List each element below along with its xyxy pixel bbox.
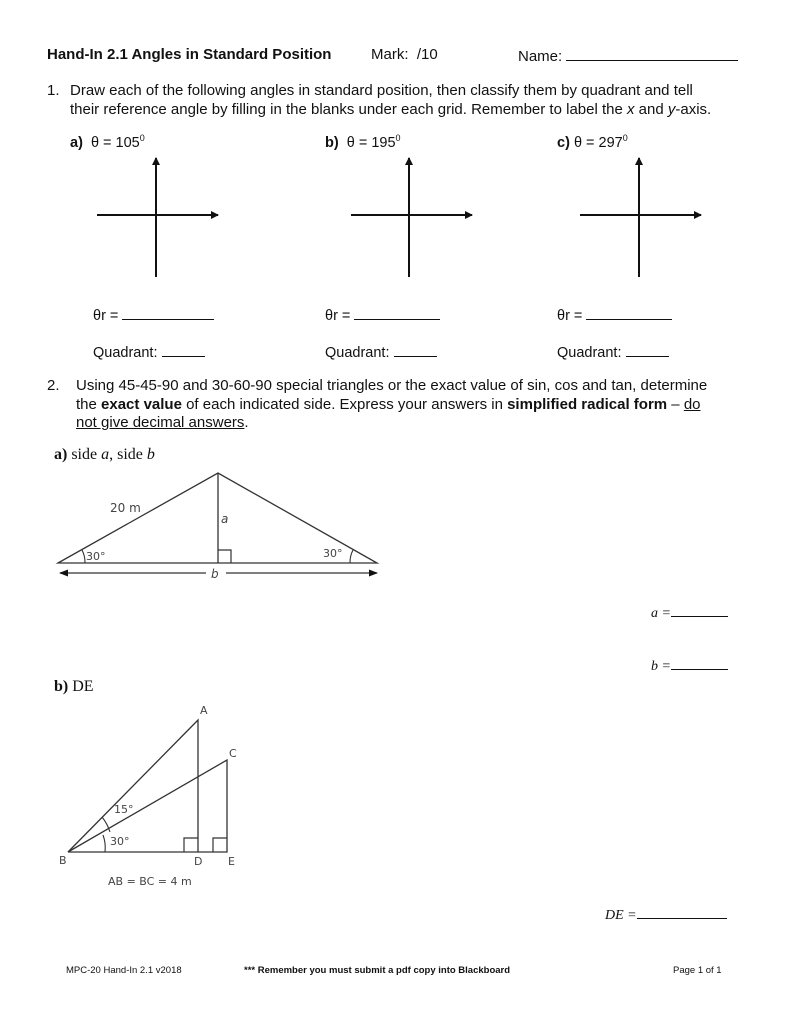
q2b-angle-30-label: 30°	[110, 835, 130, 848]
q2a-side-a-label: a	[221, 512, 229, 526]
q2a-angle-right-label: 30°	[323, 547, 343, 560]
q2a-hyp-label: 20 m	[110, 501, 141, 515]
q2b-right-angle-e	[213, 838, 227, 852]
q2-number: 2.	[47, 377, 60, 394]
q1b-ref-angle: θr =	[325, 305, 440, 324]
q1c-quadrant: Quadrant:	[557, 342, 669, 361]
q2b-label: b) DE	[54, 678, 94, 695]
document-title: Hand-In 2.1 Angles in Standard Position	[47, 46, 332, 63]
mark-total: /10	[416, 46, 438, 63]
q2-instructions: Using 45-45-90 and 30-60-90 special triangles or the exact value of sin, cos and tan, determine the exact value of each indicated side. Express your answers in simplified radical form – do not give decimal answers.	[76, 377, 708, 431]
footer-reminder: *** Remember you must submit a pdf copy into Blackboard	[244, 965, 511, 976]
q1-instructions: Draw each of the following angles in standard position, then classify them by quadrant and tell their reference angle by filling in the blanks under each grid. Remember to label the x and y-axis.	[70, 82, 712, 118]
q2b-given-lengths: AB = BC = 4 m	[108, 875, 192, 888]
q2a-answer-b: b =	[651, 657, 728, 675]
q2b-answer-de-blank[interactable]	[637, 906, 727, 919]
q2a-answer-a: a =	[651, 604, 728, 622]
q2b-arc-30	[103, 835, 105, 852]
mark-label: Mark: /10	[371, 46, 438, 63]
q2b-right-angle-d	[184, 838, 198, 852]
name-label: Name:	[518, 46, 738, 65]
q1a-ref-angle: θr =	[93, 305, 214, 324]
q2a-label: a) side a, side b	[54, 446, 155, 463]
q2b-angle-15-label: 15°	[114, 803, 134, 816]
q2b-point-d: D	[194, 855, 203, 868]
footer-page-number: Page 1 of 1	[673, 965, 722, 976]
q2a-side-b-label: b	[211, 567, 219, 581]
q1b-label: b) $\theta = 195^0$	[325, 133, 401, 151]
q2b-point-c: C	[229, 747, 237, 760]
footer-course-code: MPC-20 Hand-In 2.1 v2018	[66, 965, 182, 976]
q1a-label: a) $\theta = 105^0$	[70, 133, 145, 151]
q2b-point-b: B	[59, 854, 67, 867]
q2b-triangle-abd	[68, 720, 198, 852]
q1b-quadrant: Quadrant:	[325, 342, 437, 361]
q2b-answer-de: DE =	[605, 906, 727, 924]
q1-number: 1.	[47, 82, 60, 99]
q1c-ref-angle: θr =	[557, 305, 672, 324]
q2b-triangle-bce	[68, 760, 227, 852]
q1c-label: c) $\theta = 297^0$	[557, 133, 628, 151]
q1a-quadrant: Quadrant:	[93, 342, 205, 361]
q2b-point-a: A	[200, 704, 208, 717]
q2a-angle-left-label: 30°	[86, 550, 106, 563]
q2b-point-e: E	[228, 855, 235, 868]
